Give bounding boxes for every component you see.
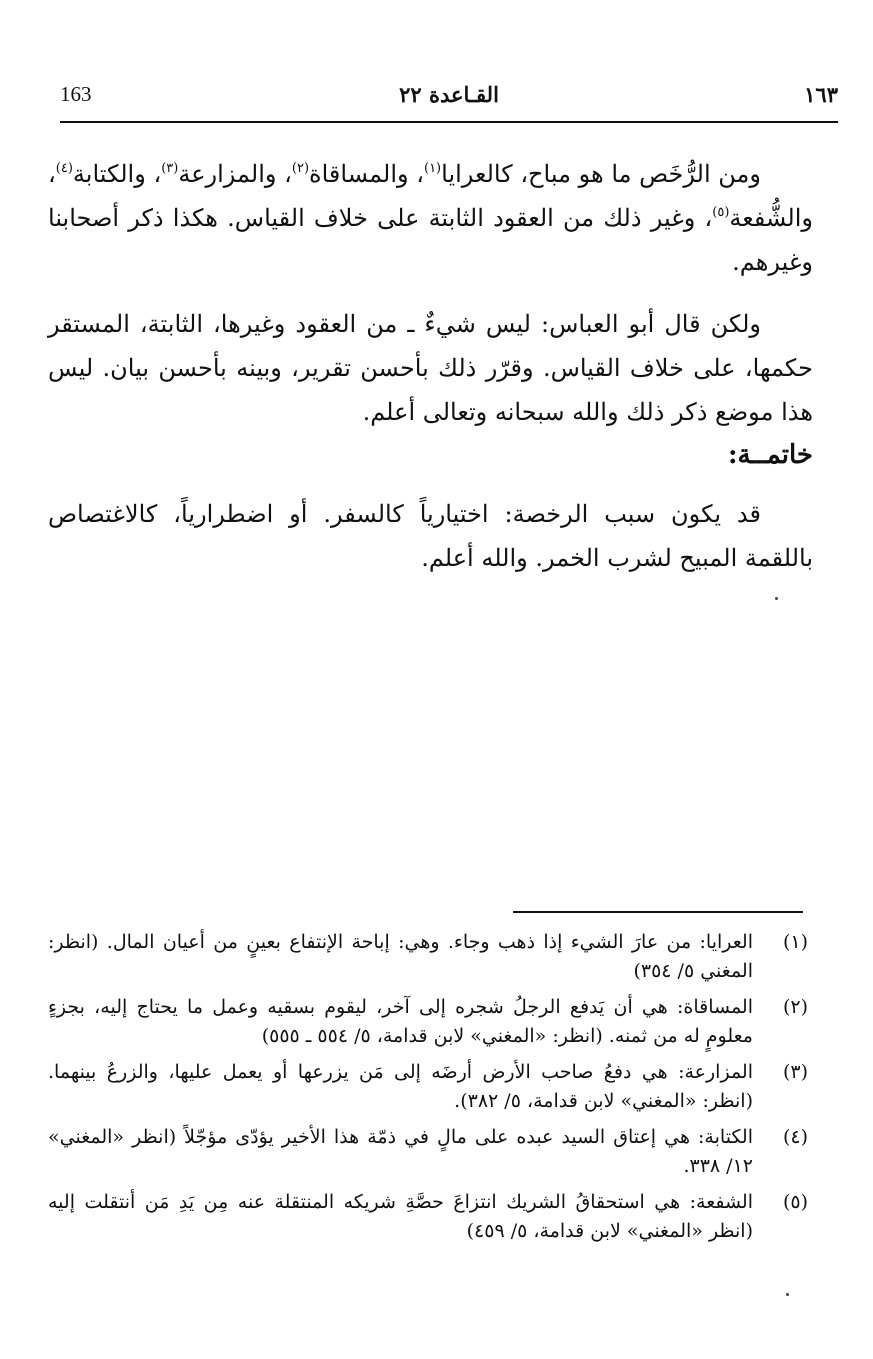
footnote-number: (٤) <box>782 1126 808 1148</box>
footnote-number: (١) <box>782 931 808 953</box>
footnote-ref: (٣) <box>161 161 179 176</box>
footnotes-list <box>48 928 808 1253</box>
main-text <box>48 152 813 434</box>
text-run: ، والكتابة <box>72 160 162 188</box>
footnote-ref: (١) <box>423 161 442 176</box>
footnote-number: (٢) <box>782 996 808 1018</box>
paragraph-rukhas <box>48 152 813 284</box>
footnote-number: (٣) <box>782 1061 808 1083</box>
scan-speck <box>786 1293 789 1296</box>
footnote-text: المساقاة: هي أن يَدفع الرجلُ شجره إلى آخر، ليقوم بسقيه وعمل ما يحتاج إليه، بجزءٍ معلومٍ له من ثمنه. (انظر: «المغني» لابن قدامة، ٥/ ٥٥٤ ـ ٥٥٥) <box>48 996 753 1047</box>
footnote-ref: (٤) <box>55 161 73 176</box>
text-run: ، والشُّفعة <box>48 160 813 232</box>
footnote-text: المزارعة: هي دفعُ صاحب الأرض أرضَه إلى مَن يزرعها أو يعمل عليها، والزرعُ بينهما. (انظر: «المغني» لابن قدامة، ٥/ ٣٨٢). <box>48 1061 753 1112</box>
footnote-text: العرايا: من عارَ الشيء إذا ذهب وجاء. وهي: إباحة الإنتفاع بعينٍ من أعيان المال. (انظر: المغني ٥/ ٣٥٤) <box>48 931 753 982</box>
footnote <box>48 928 808 986</box>
text-run: ، والمزارعة <box>178 160 292 188</box>
page-number-arabic: ١٦٣ <box>804 82 838 107</box>
text-run: ولكن قال أبو العباس: ليس شيءٌ ـ من العقود وغيرها، الثابتة، المستقر حكمها، على خلاف القياس. وقرّر ذلك بأحسن تقرير، وبينه بأحسن بيان. ليس هذا موضع ذكر ذلك والله سبحانه وتعالى أعلم. <box>48 310 813 426</box>
footnote-number: (٥) <box>782 1191 808 1213</box>
closing-text <box>48 492 813 580</box>
header-rule <box>60 121 838 123</box>
footnote <box>48 993 808 1051</box>
page-number-latin: 163 <box>60 82 92 106</box>
footnote-text: الشفعة: هي استحقاقُ الشريك انتزاعَ حصَّةِ شريكه المنتقلة عنه مِن يَدِ مَن أنتقلت إليه (انظر «المغني» لابن قدامة، ٥/ ٤٥٩) <box>48 1191 753 1242</box>
running-title: القـاعدة ٢٢ <box>399 82 499 107</box>
footnote <box>48 1188 808 1246</box>
text-run: ، والمساقاة <box>309 160 424 188</box>
footnote-separator <box>513 911 803 913</box>
paragraph-abu-al-abbas <box>48 302 813 434</box>
running-header <box>60 82 838 114</box>
text-run: ومن الرُّخَص ما هو مباح، كالعرايا <box>441 160 761 188</box>
footnote-ref: (٥) <box>712 205 730 220</box>
footnote <box>48 1058 808 1116</box>
paragraph-closing: قد يكون سبب الرخصة: اختيارياً كالسفر. أو اضطرارياً، كالاغتصاص باللقمة المبيح لشرب الخمر. والله أعلم. <box>48 500 813 572</box>
text-run: ، وغير ذلك من العقود الثابتة على خلاف القياس. هكذا ذكر أصحابنا وغيرهم. <box>48 204 813 276</box>
footnote-text: الكتابة: هي إعتاق السيد عبده على مالٍ في ذمّة هذا الأخير يؤدّى مؤجّلاً (انظر «المغني» ١٢/ ٣٣٨. <box>48 1126 753 1177</box>
section-heading-closing: خاتمــة: <box>727 440 813 470</box>
footnote-ref: (٢) <box>291 161 310 176</box>
footnote <box>48 1123 808 1181</box>
scan-speck <box>775 597 778 600</box>
